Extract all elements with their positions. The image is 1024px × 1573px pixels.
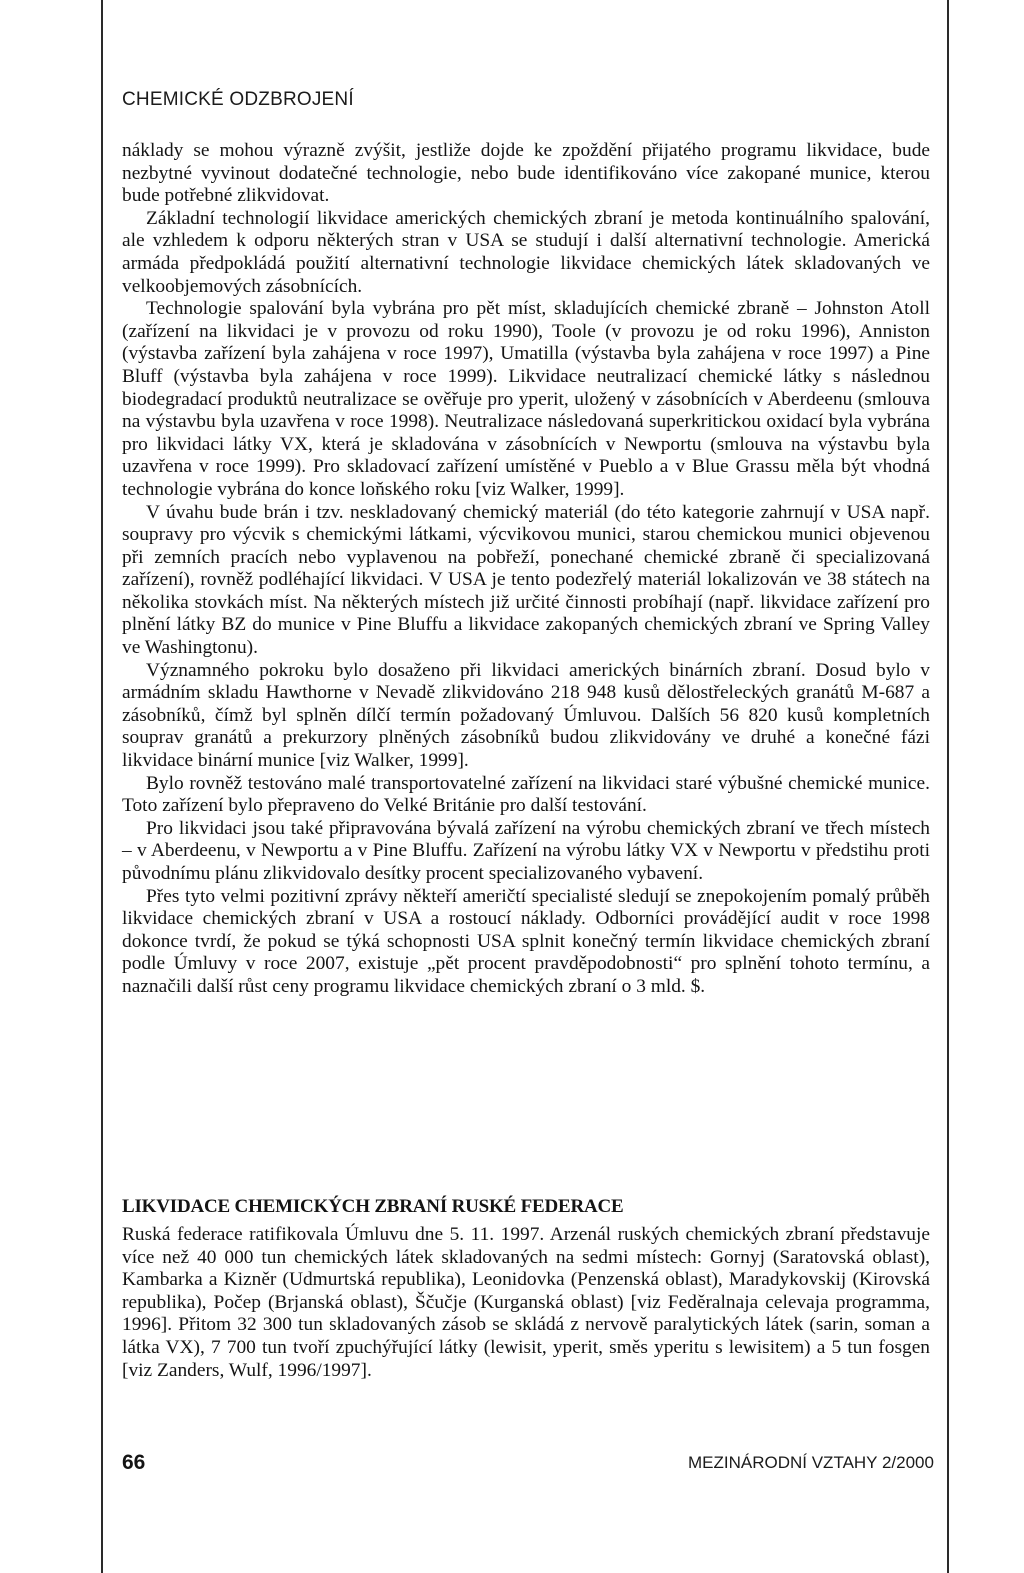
paragraph-1: náklady se mohou výrazně zvýšit, jestliže dojde ke zpoždění přijatého programu likvidace, bude nezbytné vyvinout dodatečné technologie, nebo bude identifikováno více zakopané munice, kterou bude potřebné zlikvidovat.	[122, 140, 930, 207]
running-title: CHEMICKÉ ODZBROJENÍ	[122, 89, 354, 110]
page-number: 66	[122, 1451, 146, 1474]
paragraph-6: Bylo rovněž testováno malé transportovatelné zařízení na likvidaci staré výbušné chemické munice. Toto zařízení bylo přepraveno do Velké Británie pro další testování.	[122, 772, 930, 817]
paragraph-4: V úvahu bude brán i tzv. neskladovaný chemický materiál (do této kategorie zahrnují v USA např. soupravy pro výcvik s chemickými látkami, výcvikovou munici, starou chemickou munici objevenou při zemních pracích nebo vyplavenou na pobřeží, ponechané chemické zbraně či specializovaná zařízení), rovněž podléhající likvidaci. V USA je tento podezřelý materiál lokalizován ve 38 státech na několika stovkách míst. Na některých místech již určité činnosti probíhají (např. likvidace zařízení pro plnění látky BZ do munice v Pine Bluffu a likvidace zakopaných chemických zbraní ve Spring Valley ve Washingtonu).	[122, 501, 930, 659]
paragraph-8: Přes tyto velmi pozitivní zprávy někteří američtí specialisté sledují se znepokojením pomalý průběh likvidace chemických zbraní v USA a rostoucí náklady. Odborníci provádějící audit v roce 1998 dokonce tvrdí, že pokud se týká schopnosti USA splnit konečný termín likvidace chemických zbraní podle Úmluvy v roce 2007, existuje „pět procent pravděpodobnosti“ pro splnění tohoto termínu, a naznačili další růst ceny programu likvidace chemických zbraní o 3 mld. $.	[122, 885, 930, 997]
left-margin-rule	[101, 0, 103, 1573]
paragraph-7: Pro likvidaci jsou také připravována bývalá zařízení na výrobu chemických zbraní ve třech místech – v Aberdeenu, v Newportu a v Pine Bluffu. Zařízení na výrobu látky VX v Newportu v předstihu proti původnímu plánu zlikvidovalo desítky procent specializovaného vybavení.	[122, 817, 930, 884]
journal-footer: MEZINÁRODNÍ VZTAHY 2/2000	[688, 1453, 934, 1472]
section-heading: LIKVIDACE CHEMICKÝCH ZBRANÍ RUSKÉ FEDERACE	[122, 1196, 624, 1217]
paragraph-2: Základní technologií likvidace amerických chemických zbraní je metoda kontinuálního spalování, ale vzhledem k odporu některých stran v USA se studují i další alternativní technologie. Americká armáda předpokládá použití alternativní technologie likvidace chemických látek skladovaných ve velkoobjemových zásobnících.	[122, 207, 930, 297]
paragraph-3: Technologie spalování byla vybrána pro pět míst, skladujících chemické zbraně – Johnston Atoll (zařízení na likvidaci je v provozu od roku 1990), Toole (v provozu je od roku 1996), Anniston (výstavba zařízení byla zahájena v roce 1997), Umatilla (výstavba byla zahájena v roce 1997) a Pine Bluff (výstavba byla zahájena v roce 1999). Likvidace neutralizací chemické látky s následnou biodegradací produktů neutralizace se ověřuje pro yperit, uložený v zásobnících v Aberdeenu (smlouva na výstavbu byla uzavřena v roce 1998). Neutralizace následovaná superkritickou oxidací byla vybrána pro likvidaci látky VX, která je skladována v zásobnících v Newportu (smlouva na výstavbu byla uzavřena v roce 1999). Pro skladovací zařízení umístěné v Pueblo a v Blue Grassu měla být vhodná technologie vybrána do konce loňského roku [viz Walker, 1999].	[122, 298, 930, 500]
section-paragraph: Ruská federace ratifikovala Úmluvu dne 5. 11. 1997. Arzenál ruských chemických zbraní představuje více než 40 000 tun chemických látek skladovaných na sedmi místech: Gornyj (Saratovská oblast), Kambarka a Kizněr (Udmurtská republika), Leonidovka (Penzenská oblast), Maradykovskij (Kirovská republika), Počep (Brjanská oblast), Ščučje (Kurganská oblast) [viz Feděralnaja celevaja programma, 1996]. Přitom 32 300 tun skladovaných zásob se skládá z nervově paralytických látek (sarin, soman a látka VX), 7 700 tun tvoří zpuchýřující látky (lewisit, yperit, směs yperitu s lewisitem) a 5 tun fosgen [viz Zanders, Wulf, 1996/1997].	[122, 1224, 930, 1381]
body-text	[122, 140, 930, 999]
section-text	[122, 1224, 930, 1382]
right-margin-rule	[947, 0, 949, 1573]
paragraph-5: Významného pokroku bylo dosaženo při likvidaci amerických binárních zbraní. Dosud bylo v armádním skladu Hawthorne v Nevadě zlikvidováno 218 948 kusů dělostřeleckých granátů M-687 a zásobníků, čímž byl splněn dílčí termín požadovaný Úmluvou. Dalších 56 820 kusů kompletních souprav granátů a prekurzory plněných zásobníků budou zlikvidovány ve druhé a konečné fázi likvidace binární munice [viz Walker, 1999].	[122, 659, 930, 772]
